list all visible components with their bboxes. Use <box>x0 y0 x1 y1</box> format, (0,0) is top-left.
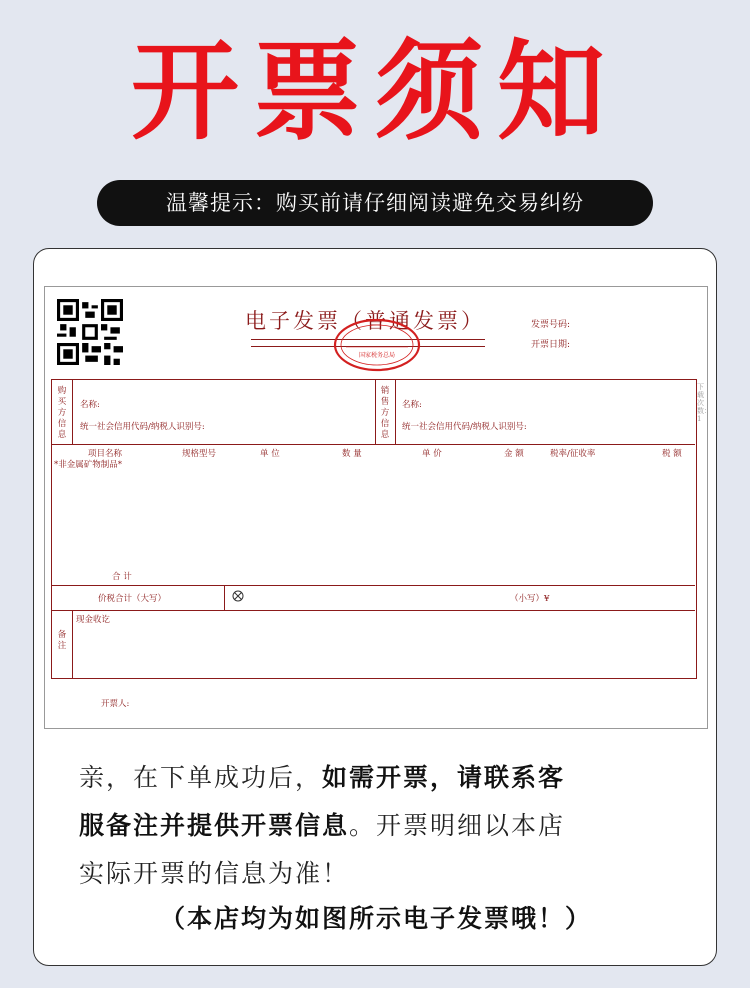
col-spec: 规格型号 <box>182 449 217 459</box>
seller-name-label: 名称: <box>402 400 422 410</box>
tip-banner: 温馨提示：购买前请仔细阅读避免交易纠纷 <box>97 180 653 226</box>
col-tax: 税 额 <box>662 449 682 459</box>
tax-stamp-icon <box>332 317 422 373</box>
col-tax-rate: 税率/征收率 <box>550 449 596 459</box>
invoice-number-label: 发票号码: <box>531 320 571 330</box>
col-item: 项目名称 <box>88 449 123 459</box>
issuer-label: 开票人: <box>101 699 130 709</box>
invoice-title: 电子发票（普通发票） <box>245 309 485 333</box>
total-label: 合 计 <box>112 572 132 582</box>
total-tax-label: 价税合计（大写） <box>98 594 167 604</box>
cross-circle-icon <box>232 590 244 602</box>
page-title: 开票须知 <box>130 30 619 155</box>
remarks-value: 现金收讫 <box>76 615 111 625</box>
qr-code-icon <box>57 299 123 365</box>
buyer-label: 购买方信息 <box>57 386 67 440</box>
closing-note: （本店均为如图所示电子发票哦！） <box>159 904 592 933</box>
seller-taxid-label: 统一社会信用代码/纳税人识别号: <box>402 422 527 432</box>
col-unit: 单 位 <box>260 449 280 459</box>
remarks-label: 备注 <box>57 630 67 651</box>
body-line-1: 亲，在下单成功后，如需开票，请联系客 <box>79 763 566 792</box>
seller-label: 销售方信息 <box>380 386 390 440</box>
col-qty: 数 量 <box>342 449 362 459</box>
side-note: 下载次数：1 <box>697 383 711 423</box>
buyer-taxid-label: 统一社会信用代码/纳税人识别号: <box>80 422 205 432</box>
stamp-text: 国家税务总局 <box>358 352 396 359</box>
invoice-image <box>44 286 711 729</box>
col-amount: 金 额 <box>504 449 524 459</box>
item-name: *非金属矿物制品* <box>54 460 123 470</box>
buyer-name-label: 名称: <box>80 400 100 410</box>
lowercase-label: （小写）¥ <box>510 594 550 604</box>
content-card <box>33 248 717 966</box>
col-price: 单 价 <box>422 449 442 459</box>
body-line-3: 实际开票的信息为准！ <box>79 859 350 888</box>
invoice-table <box>51 379 697 679</box>
invoice-date-label: 开票日期: <box>531 340 571 350</box>
body-line-2: 服备注并提供开票信息。开票明细以本店 <box>79 811 566 840</box>
